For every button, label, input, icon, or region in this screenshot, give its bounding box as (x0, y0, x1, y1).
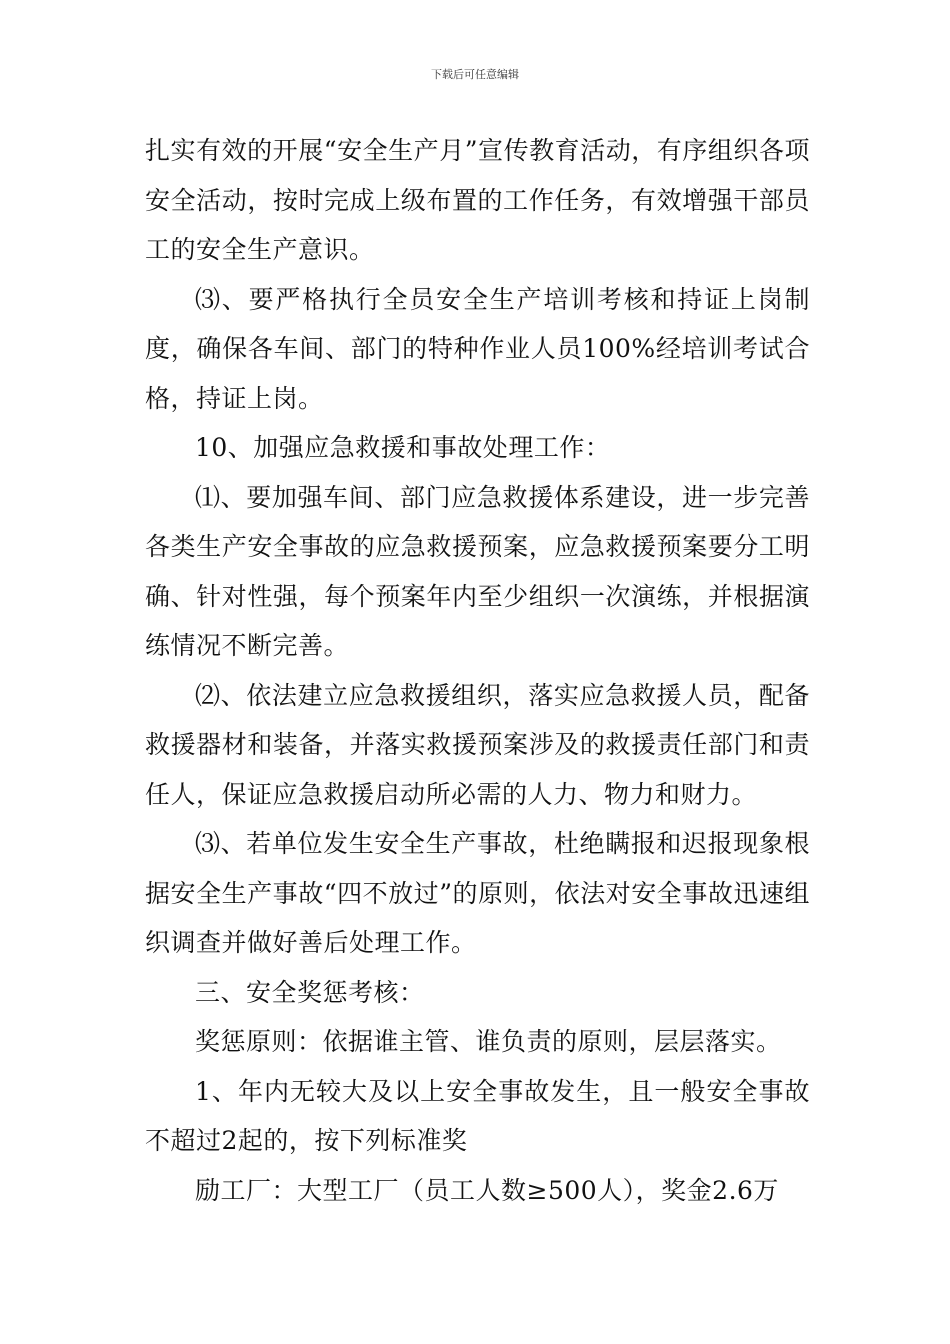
paragraph-8: 1、年内无较大及以上安全事故发生，且一般安全事故不超过2起的，按下列标准奖 (145, 1076, 810, 1155)
paragraph-3: 10、加强应急救援和事故处理工作： (195, 433, 611, 462)
paragraph-5: ⑵、依法建立应急救援组织，落实应急救援人员，配备救援器材和装备，并落实救援预案涉及的救援责任部门和责任人，保证应急救援启动所必需的人力、物力和财力。 (145, 680, 810, 809)
paragraph-6: ⑶、若单位发生安全生产事故，杜绝瞒报和迟报现象根据安全生产事故“四不放过”的原则，依法对安全事故迅速组织调查并做好善后处理工作。 (145, 829, 810, 957)
document-body (145, 126, 810, 1215)
page-header: 下载后可任意编辑 (431, 68, 519, 81)
paragraph-1: 扎实有效的开展“安全生产月”宣传教育活动，有序组织各项安全活动，按时完成上级布置的工作任务，有效增强干部员工的安全生产意识。 (145, 136, 810, 264)
paragraph-7: 奖惩原则：依据谁主管、谁负责的原则，层层落实。 (195, 1027, 782, 1056)
paragraph-9: 励工厂：大型工厂（员工人数≥500人），奖金2.6万 (195, 1175, 779, 1205)
section-heading-3: 三、安全奖惩考核： (195, 977, 425, 1007)
paragraph-2: ⑶、要严格执行全员安全生产培训考核和持证上岗制度，确保各车间、部门的特种作业人员100%经培训考试合格，持证上岗。 (145, 284, 810, 413)
paragraph-4: ⑴、要加强车间、部门应急救援体系建设，进一步完善各类生产安全事故的应急救援预案，应急救援预案要分工明确、针对性强，每个预案年内至少组织一次演练，并根据演练情况不断完善。 (145, 482, 810, 660)
